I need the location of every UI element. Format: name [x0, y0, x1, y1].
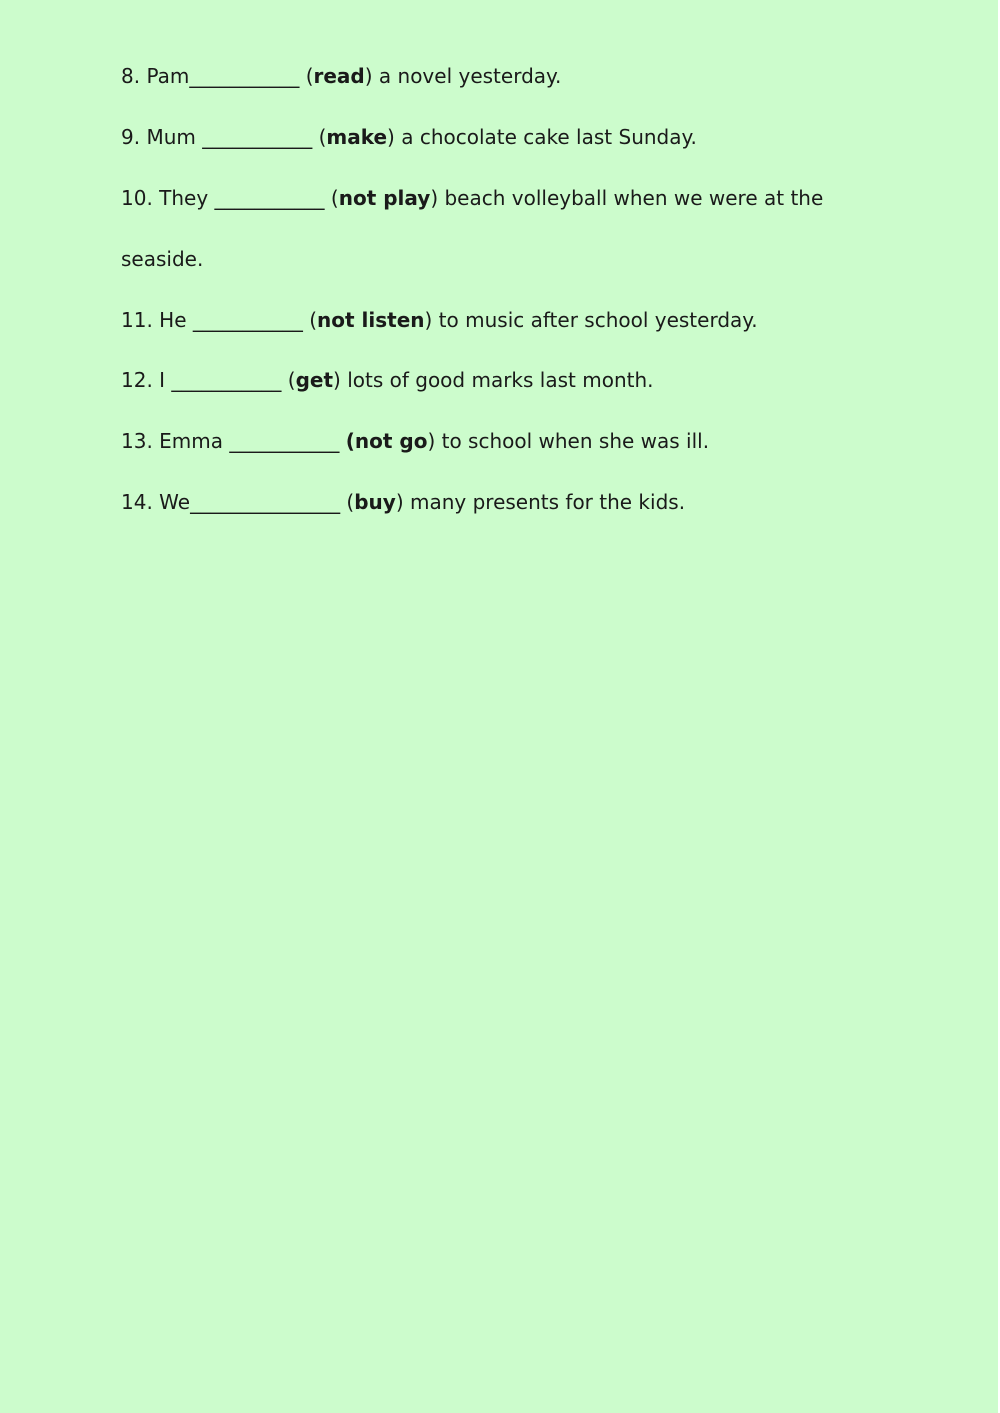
exercise-item-8	[121, 62, 561, 90]
verb-hint: not listen	[317, 308, 425, 332]
item-suffix: ) a novel yesterday.	[364, 64, 562, 88]
verb-hint: (not go	[345, 429, 428, 453]
exercise-item-10-continuation: seaside.	[121, 247, 204, 271]
item-prefix: 9. Mum ___________ (	[121, 125, 327, 149]
item-prefix: 12. I ___________ (	[121, 368, 296, 392]
exercise-item-9	[121, 123, 697, 151]
verb-hint: buy	[354, 490, 396, 514]
verb-hint: get	[295, 368, 334, 392]
item-suffix: ) to school when she was ill.	[427, 429, 710, 453]
exercise-item-10	[121, 184, 823, 212]
verb-hint: read	[313, 64, 365, 88]
item-prefix: 14. We_______________ (	[121, 490, 355, 514]
verb-hint: not play	[338, 186, 431, 210]
item-suffix: ) lots of good marks last month.	[333, 368, 654, 392]
exercise-item-11	[121, 306, 758, 334]
item-suffix: ) a chocolate cake last Sunday.	[387, 125, 697, 149]
exercise-item-14	[121, 488, 685, 516]
item-prefix: 11. He ___________ (	[121, 308, 318, 332]
item-prefix: 10. They ___________ (	[121, 186, 339, 210]
item-prefix: 8. Pam___________ (	[121, 64, 314, 88]
exercise-item-12	[121, 366, 654, 394]
item-suffix: ) to music after school yesterday.	[424, 308, 758, 332]
item-prefix: 13. Emma ___________	[121, 429, 346, 453]
verb-hint: make	[326, 125, 388, 149]
exercise-item-13	[121, 427, 709, 455]
item-suffix: ) beach volleyball when we were at the	[430, 186, 824, 210]
item-suffix: ) many presents for the kids.	[395, 490, 686, 514]
